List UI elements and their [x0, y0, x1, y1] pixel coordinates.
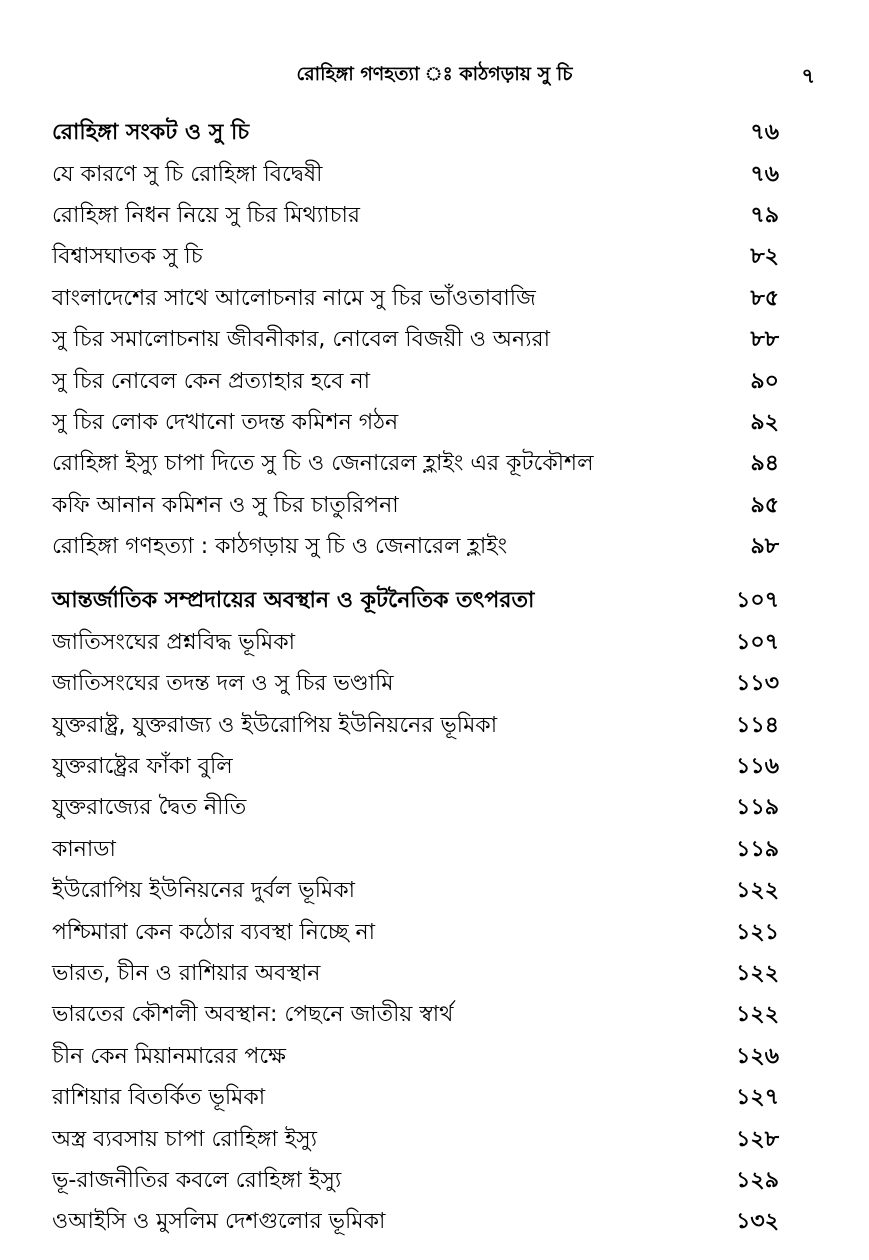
toc-entry-page: ১০৭	[736, 629, 779, 655]
toc-entry-page: ১১৯	[736, 795, 779, 821]
toc-entry[interactable]	[52, 444, 779, 485]
toc-entry-title: সু চির সমালোচনায় জীবনীকার, নোবেল বিজয়ী ও অন্যরা	[52, 327, 550, 353]
toc-entry[interactable]	[52, 1202, 779, 1243]
toc-entry[interactable]	[52, 954, 779, 995]
toc-entry-page: ৮২	[750, 244, 779, 270]
toc-entry-title: রোহিঙ্গা গণহত্যা : কাঠগড়ায় সু চি ও জেনারেল হ্লাইং	[52, 534, 508, 560]
toc-entry[interactable]	[52, 486, 779, 527]
toc-entry[interactable]	[52, 279, 779, 320]
toc-entry-title: জাতিসংঘের তদন্ত দল ও সু চির ভণ্ডামি	[52, 671, 394, 697]
toc-entry-title: সু চির নোবেল কেন প্রত্যাহার হবে না	[52, 368, 371, 394]
toc-entry[interactable]	[52, 664, 779, 705]
toc-entry[interactable]	[52, 623, 779, 664]
toc-entry-page: ৭৬	[750, 161, 779, 187]
toc-entry-title: ভূ-রাজনীতির কবলে রোহিঙ্গা ইস্যু	[52, 1167, 342, 1193]
toc-entry[interactable]	[52, 830, 779, 871]
toc-entry[interactable]	[52, 320, 779, 361]
toc-entry-page: ৯২	[750, 409, 779, 435]
toc-section-title: রোহিঙ্গা সংকট ও সু চি	[52, 120, 250, 146]
toc-entry-page: ১২৬	[736, 1043, 779, 1069]
toc-entry[interactable]	[52, 196, 779, 237]
toc-entry-page: ৮৫	[750, 285, 779, 311]
toc-entry-page: ৯৪	[750, 451, 779, 477]
toc-entry[interactable]	[52, 1161, 779, 1202]
toc-entry-page: ১২৮	[736, 1126, 779, 1152]
toc-entry-page: ৯৫	[750, 492, 779, 518]
table-of-contents	[52, 113, 779, 1244]
toc-entry-title: বিশ্বাসঘাতক সু চি	[52, 244, 203, 270]
toc-entry-title: ভারতের কৌশলী অবস্থান: পেছনে জাতীয় স্বার্থ	[52, 1002, 454, 1028]
toc-entry[interactable]	[52, 1119, 779, 1160]
toc-entry-title: পশ্চিমারা কেন কঠোর ব্যবস্থা নিচ্ছে না	[52, 919, 376, 945]
running-title: রোহিঙ্গা গণহত্যা ঃ কাঠগড়ায় সু চি	[296, 63, 573, 85]
toc-entry-page: ১১৬	[736, 754, 779, 780]
toc-entry[interactable]	[52, 527, 779, 568]
toc-entry-title: অস্ত্র ব্যবসায় চাপা রোহিঙ্গা ইস্যু	[52, 1126, 318, 1152]
toc-entry[interactable]	[52, 788, 779, 829]
toc-entry[interactable]	[52, 237, 779, 278]
toc-entry-page: ৭৯	[750, 202, 779, 228]
toc-entry-page: ১২২	[736, 878, 779, 904]
page-header	[0, 58, 869, 92]
toc-entry-title: চীন কেন মিয়ানমারের পক্ষে	[52, 1043, 286, 1069]
toc-entry-page: ৯০	[750, 368, 779, 394]
toc-entry-title: যুক্তরাষ্ট্র, যুক্তরাজ্য ও ইউরোপিয় ইউনিয়নের ভূমিকা	[52, 712, 498, 738]
toc-entry[interactable]	[52, 361, 779, 402]
toc-entry-page: ১৩২	[736, 1209, 779, 1235]
toc-entry[interactable]	[52, 1037, 779, 1078]
toc-entry-page: ১২৭	[736, 1085, 779, 1111]
toc-section-page: ৭৬	[750, 120, 779, 146]
toc-entry[interactable]	[52, 705, 779, 746]
page-number: ৭	[801, 64, 815, 88]
toc-entry-title: জাতিসংঘের প্রশ্নবিদ্ধ ভূমিকা	[52, 629, 295, 655]
toc-entry-title: যুক্তরাজ্যের দ্বৈত নীতি	[52, 795, 247, 821]
toc-entry[interactable]	[52, 871, 779, 912]
toc-entry-title: সু চির লোক দেখানো তদন্ত কমিশন গঠন	[52, 409, 399, 435]
toc-section-heading[interactable]	[52, 113, 779, 154]
toc-section-title: আন্তর্জাতিক সম্প্রদায়ের অবস্থান ও কূটনৈতিক তৎপরতা	[52, 588, 535, 614]
toc-entry-title: ভারত, চীন ও রাশিয়ার অবস্থান	[52, 961, 321, 986]
toc-entry-title: বাংলাদেশের সাথে আলোচনার নামে সু চির ভাঁওতাবাজি	[52, 285, 536, 311]
toc-entry[interactable]	[52, 912, 779, 953]
toc-entry-title: রোহিঙ্গা নিধন নিয়ে সু চির মিথ্যাচার	[52, 202, 360, 228]
toc-entry-page: ১১৯	[736, 836, 779, 862]
section-gap	[52, 568, 779, 581]
toc-entry-page: ১২১	[736, 919, 779, 945]
toc-entry-title: ওআইসি ও মুসলিম দেশগুলোর ভূমিকা	[52, 1209, 386, 1235]
toc-entry-title: কানাডা	[52, 836, 116, 862]
toc-entry-page: ১২৯	[736, 1167, 779, 1193]
toc-entry[interactable]	[52, 747, 779, 788]
toc-entry-page: ১১৪	[736, 712, 779, 738]
toc-entry[interactable]	[52, 154, 779, 195]
toc-section-heading[interactable]	[52, 581, 779, 622]
toc-entry-title: রাশিয়ার বিতর্কিত ভূমিকা	[52, 1085, 266, 1111]
toc-entry-page: ৯৮	[750, 534, 779, 560]
toc-entry-page: ১২২	[736, 1002, 779, 1028]
toc-entry-title: যুক্তরাষ্ট্রের ফাঁকা বুলি	[52, 754, 233, 780]
toc-entry[interactable]	[52, 995, 779, 1036]
toc-section-page: ১০৭	[736, 588, 779, 614]
toc-entry[interactable]	[52, 1078, 779, 1119]
toc-entry-page: ১২২	[736, 961, 779, 986]
toc-entry-page: ১১৩	[736, 671, 779, 697]
toc-entry-page: ৮৮	[750, 327, 779, 353]
toc-entry-title: কফি আনান কমিশন ও সু চির চাতুরিপনা	[52, 492, 399, 518]
toc-entry-title: যে কারণে সু চি রোহিঙ্গা বিদ্বেষী	[52, 161, 323, 187]
toc-entry-title: রোহিঙ্গা ইস্যু চাপা দিতে সু চি ও জেনারেল হ্লাইং এর কূটকৌশল	[52, 451, 594, 477]
toc-entry[interactable]	[52, 403, 779, 444]
toc-entry-title: ইউরোপিয় ইউনিয়নের দুর্বল ভূমিকা	[52, 878, 355, 904]
